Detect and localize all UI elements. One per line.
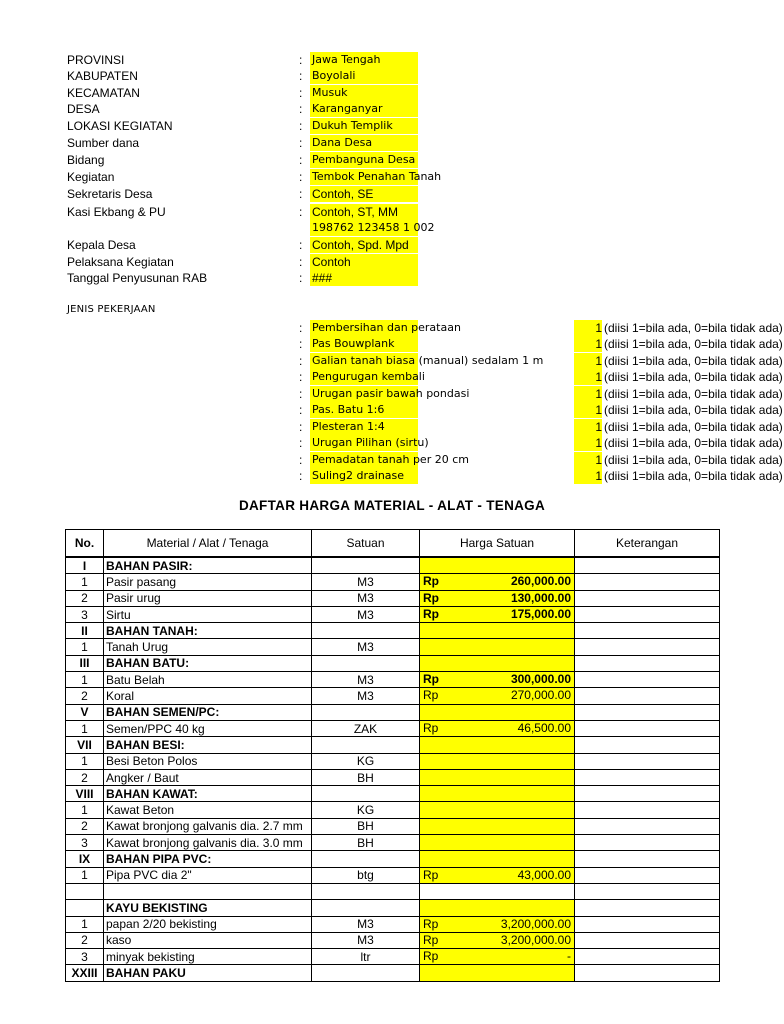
jenis-colon: : [299,452,303,467]
material-name: BAHAN BATU: [104,655,312,671]
satuan-cell: ltr [312,949,420,965]
jenis-flag[interactable]: 1 [595,419,602,434]
jenis-row [0,402,783,418]
jenis-flag[interactable]: 1 [595,403,602,418]
jenis-flag[interactable]: 1 [595,321,602,335]
row-number [66,900,104,916]
currency-label: Rp [423,590,439,605]
table-row [66,867,720,883]
jenis-note: (diisi 1=bila ada, 0=bila tidak ada) [604,321,783,335]
header-colon: : [299,255,303,269]
header-colon: : [299,53,303,67]
harga-cell[interactable] [420,574,575,590]
header-colon: : [299,187,303,201]
jenis-colon: : [299,436,303,451]
satuan-cell [312,557,420,574]
keterangan-cell[interactable] [575,574,720,590]
section-row [66,704,720,720]
table-row [66,688,720,704]
harga-cell[interactable] [420,769,575,785]
row-number: VIII [66,786,104,802]
row-number: I [66,557,104,574]
jenis-row [0,468,783,484]
harga-cell[interactable] [420,883,575,899]
header-row [0,204,768,220]
jenis-colon: : [299,321,303,335]
keterangan-cell[interactable] [575,720,720,736]
table-row [66,753,720,769]
jenis-flag[interactable]: 1 [595,353,602,368]
header-label: Kepala Desa [67,238,136,252]
header-value[interactable]: Karanganyar [310,101,418,117]
material-name [104,883,312,899]
row-number: XXIII [66,965,104,981]
jenis-name[interactable]: Urugan pasir bawah pondasi [312,386,470,400]
material-name: kaso [104,932,312,948]
jenis-row [0,369,783,385]
jenis-colon: : [299,403,303,418]
header-label: Sumber dana [67,136,140,150]
col-material-header: Material / Alat / Tenaga [104,530,312,558]
satuan-cell [312,737,420,753]
currency-label: Rp [423,720,439,735]
table-row [66,606,720,622]
keterangan-cell[interactable] [575,753,720,769]
harga-cell[interactable] [420,965,575,981]
material-name: Pasir pasang [104,574,312,590]
price-amount: 130,000.00 [510,590,571,605]
harga-cell[interactable] [420,590,575,606]
header-label: Kegiatan [67,170,115,184]
material-name: Kawat Beton [104,802,312,818]
table-row [66,802,720,818]
row-number: II [66,623,104,639]
material-name: Pipa PVC dia 2" [104,867,312,883]
section-row [66,786,720,802]
header-label: Bidang [67,153,105,167]
header-row [0,237,768,253]
satuan-cell: BH [312,818,420,834]
jenis-note: (diisi 1=bila ada, 0=bila tidak ada) [604,386,783,401]
material-name: Kawat bronjong galvanis dia. 2.7 mm [104,818,312,834]
row-number: 3 [66,949,104,965]
section-row [66,965,720,981]
jenis-colon: : [299,469,303,484]
material-name: BAHAN PAKU [104,965,312,981]
material-name: Sirtu [104,606,312,622]
table-row [66,574,720,590]
header-row [0,220,768,236]
header-colon: : [299,153,303,167]
keterangan-cell[interactable] [575,835,720,851]
header-value[interactable]: Musuk [310,85,418,101]
satuan-cell: ZAK [312,720,420,736]
material-name: BAHAN PIPA PVC: [104,851,312,867]
price-amount: 270,000.00 [510,688,571,703]
header-row [0,68,768,84]
header-value[interactable]: ### [310,270,418,286]
header-row [0,152,768,168]
jenis-name[interactable]: Suling2 drainase [310,468,418,484]
material-name: BAHAN KAWAT: [104,786,312,802]
keterangan-cell[interactable] [575,639,720,655]
header-value[interactable]: Contoh, SE [310,186,418,202]
harga-cell[interactable] [420,704,575,720]
jenis-name[interactable]: Pemadatan tanah per 20 cm [312,452,469,466]
table-row [66,916,720,932]
jenis-name[interactable]: Pembersihan dan perataan [312,321,461,334]
material-name: BAHAN PASIR: [104,557,312,574]
jenis-note: (diisi 1=bila ada, 0=bila tidak ada) [604,419,783,434]
satuan-cell: M3 [312,639,420,655]
keterangan-cell[interactable] [575,851,720,867]
harga-cell[interactable] [420,932,575,948]
row-number: 2 [66,818,104,834]
jenis-flag[interactable]: 1 [595,386,602,401]
harga-cell[interactable] [420,802,575,818]
row-number: 2 [66,688,104,704]
price-amount: 300,000.00 [510,672,571,687]
header-value[interactable]: 198762 123458 1 002 [312,221,435,234]
jenis-row [0,435,783,451]
jenis-row [0,320,783,336]
jenis-name[interactable]: Urugan Pilihan (sirtu) [312,436,429,450]
jenis-name[interactable]: Pas Bouwplank [310,336,418,352]
satuan-cell [312,786,420,802]
row-number: 3 [66,606,104,622]
keterangan-cell[interactable] [575,900,720,916]
header-label: Tanggal Penyusunan RAB [67,271,208,285]
table-row [66,720,720,736]
currency-label: Rp [423,606,439,621]
row-number: 1 [66,916,104,932]
jenis-name[interactable]: Pengurugan kembali [312,370,425,384]
header-label: Sekretaris Desa [67,187,153,201]
section-row [66,623,720,639]
header-label: KECAMATAN [67,86,140,100]
header-value[interactable]: Dana Desa [310,135,418,151]
header-colon: : [299,136,303,150]
material-name: minyak bekisting [104,949,312,965]
jenis-row [0,336,783,352]
price-amount: 43,000.00 [517,867,571,882]
header-colon: : [299,69,303,83]
jenis-colon: : [299,370,303,385]
header-label: PROVINSI [67,53,125,67]
jenis-flag[interactable]: 1 [595,452,602,467]
header-value[interactable]: Contoh, Spd. Mpd [310,237,418,253]
row-number: 1 [66,672,104,688]
row-number: VII [66,737,104,753]
harga-cell[interactable] [420,557,575,574]
currency-label: Rp [423,688,439,703]
currency-label: Rp [423,916,439,931]
satuan-cell: BH [312,835,420,851]
header-colon: : [299,170,303,184]
row-number: 1 [66,867,104,883]
section-row [66,737,720,753]
keterangan-cell[interactable] [575,883,720,899]
material-name: papan 2/20 bekisting [104,916,312,932]
row-number: 1 [66,574,104,590]
table-title: DAFTAR HARGA MATERIAL - ALAT - TENAGA [238,498,546,513]
row-number: 2 [66,769,104,785]
harga-cell[interactable] [420,720,575,736]
header-label: LOKASI KEGIATAN [67,119,173,133]
satuan-cell [312,655,420,671]
row-number: IX [66,851,104,867]
table-row [66,590,720,606]
row-number: 1 [66,802,104,818]
harga-cell[interactable] [420,655,575,671]
price-table-body [66,557,720,981]
table-header-row [66,530,720,558]
keterangan-cell[interactable] [575,623,720,639]
currency-label: Rp [423,867,439,882]
row-number: 3 [66,835,104,851]
harga-cell[interactable] [420,672,575,688]
currency-label: Rp [423,574,439,589]
header-value[interactable]: Tembok Penahan Tanah [312,170,442,183]
row-number [66,883,104,899]
jenis-note: (diisi 1=bila ada, 0=bila tidak ada) [604,403,783,418]
currency-label: Rp [423,672,439,687]
keterangan-cell[interactable] [575,688,720,704]
material-name: Batu Belah [104,672,312,688]
jenis-row [0,353,783,369]
header-row [0,254,768,270]
satuan-cell: KG [312,802,420,818]
jenis-flag[interactable]: 1 [595,436,602,451]
jenis-flag[interactable]: 1 [595,370,602,385]
material-name: BAHAN TANAH: [104,623,312,639]
table-row [66,883,720,899]
price-amount: 46,500.00 [517,720,571,735]
table-row [66,818,720,834]
material-name: Semen/PPC 40 kg [104,720,312,736]
satuan-cell: M3 [312,606,420,622]
harga-cell[interactable] [420,606,575,622]
row-number: 2 [66,932,104,948]
harga-cell[interactable] [420,639,575,655]
jenis-flag[interactable]: 1 [595,337,602,352]
price-amount: - [567,949,571,964]
table-row [66,769,720,785]
jenis-note: (diisi 1=bila ada, 0=bila tidak ada) [604,353,783,368]
header-value[interactable]: Dukuh Templik [310,118,418,134]
col-keterangan-header: Keterangan [575,530,720,558]
jenis-name[interactable]: Pas. Batu 1:6 [310,402,418,418]
material-name: KAYU BEKISTING [104,900,312,916]
satuan-cell: KG [312,753,420,769]
satuan-cell: M3 [312,590,420,606]
keterangan-cell[interactable] [575,932,720,948]
row-number: 2 [66,590,104,606]
price-amount: 3,200,000.00 [500,932,571,947]
header-colon: : [299,119,303,133]
harga-cell[interactable] [420,753,575,769]
jenis-note: (diisi 1=bila ada, 0=bila tidak ada) [604,452,783,467]
satuan-cell: btg [312,867,420,883]
keterangan-cell[interactable] [575,769,720,785]
jenis-row [0,386,783,402]
header-label: Pelaksana Kegiatan [67,255,174,269]
header-value[interactable]: Jawa Tengah [310,52,418,68]
jenis-row [0,419,783,435]
section-row [66,557,720,574]
header-value[interactable]: Pembanguna Desa [310,152,418,168]
row-number: III [66,655,104,671]
header-value[interactable]: Contoh, ST, MM [310,204,418,220]
header-value[interactable]: Boyolali [310,68,418,84]
jenis-name[interactable]: Galian tanah biasa (manual) sedalam 1 m [312,353,544,367]
harga-cell[interactable] [420,786,575,802]
material-name: BAHAN BESI: [104,737,312,753]
harga-cell[interactable] [420,916,575,932]
jenis-colon: : [299,337,303,352]
satuan-cell [312,965,420,981]
jenis-note: (diisi 1=bila ada, 0=bila tidak ada) [604,436,783,451]
keterangan-cell[interactable] [575,965,720,981]
satuan-cell [312,623,420,639]
price-amount: 260,000.00 [510,574,571,589]
jenis-name[interactable]: Plesteran 1:4 [310,419,418,435]
jenis-note: (diisi 1=bila ada, 0=bila tidak ada) [604,370,783,385]
jenis-colon: : [299,353,303,368]
col-satuan-header: Satuan [312,530,420,558]
table-row [66,639,720,655]
section-row [66,900,720,916]
keterangan-cell[interactable] [575,606,720,622]
satuan-cell: M3 [312,916,420,932]
section-row [66,655,720,671]
keterangan-cell[interactable] [575,949,720,965]
material-name: Besi Beton Polos [104,753,312,769]
keterangan-cell[interactable] [575,802,720,818]
satuan-cell: M3 [312,672,420,688]
col-no-header: No. [66,530,104,558]
row-number: V [66,704,104,720]
row-number: 1 [66,753,104,769]
satuan-cell: BH [312,769,420,785]
table-row [66,949,720,965]
jenis-note: (diisi 1=bila ada, 0=bila tidak ada) [604,337,783,352]
row-number: 1 [66,720,104,736]
header-row [0,101,768,117]
header-value[interactable]: Contoh [310,254,418,270]
header-colon: : [299,86,303,100]
material-name: Koral [104,688,312,704]
col-harga-header: Harga Satuan [420,530,575,558]
material-name: BAHAN SEMEN/PC: [104,704,312,720]
material-name: Angker / Baut [104,769,312,785]
harga-cell[interactable] [420,818,575,834]
header-row [0,85,768,101]
jenis-flag[interactable]: 1 [595,469,602,484]
currency-label: Rp [423,932,439,947]
keterangan-cell[interactable] [575,590,720,606]
jenis-colon: : [299,386,303,401]
keterangan-cell[interactable] [575,786,720,802]
table-row [66,835,720,851]
material-name: Pasir urug [104,590,312,606]
jenis-colon: : [299,419,303,434]
header-label: DESA [67,102,100,116]
section-row [66,851,720,867]
harga-cell[interactable] [420,688,575,704]
harga-cell[interactable] [420,851,575,867]
table-row [66,672,720,688]
satuan-cell [312,704,420,720]
harga-cell[interactable] [420,623,575,639]
jenis-pekerjaan-title: JENIS PEKERJAAN [67,304,156,315]
table-row [66,932,720,948]
keterangan-cell[interactable] [575,916,720,932]
header-colon: : [299,238,303,252]
row-number: 1 [66,639,104,655]
material-name: Tanah Urug [104,639,312,655]
header-label: Kasi Ekbang & PU [67,205,166,219]
header-label: KABUPATEN [67,69,138,83]
price-table [65,529,720,982]
header-row [0,169,768,185]
satuan-cell: M3 [312,688,420,704]
harga-cell[interactable] [420,835,575,851]
keterangan-cell[interactable] [575,655,720,671]
harga-cell[interactable] [420,900,575,916]
satuan-cell: M3 [312,574,420,590]
harga-cell[interactable] [420,949,575,965]
jenis-row [0,452,783,468]
keterangan-cell[interactable] [575,818,720,834]
header-colon: : [299,102,303,116]
header-row [0,118,768,134]
keterangan-cell[interactable] [575,704,720,720]
keterangan-cell[interactable] [575,867,720,883]
keterangan-cell[interactable] [575,672,720,688]
satuan-cell: M3 [312,932,420,948]
jenis-note: (diisi 1=bila ada, 0=bila tidak ada) [604,469,783,484]
price-amount: 175,000.00 [510,606,571,621]
keterangan-cell[interactable] [575,737,720,753]
currency-label: Rp [423,949,439,964]
keterangan-cell[interactable] [575,557,720,574]
price-amount: 3,200,000.00 [500,916,571,931]
material-name: Kawat bronjong galvanis dia. 3.0 mm [104,835,312,851]
header-row [0,270,768,286]
header-colon: : [299,271,303,285]
satuan-cell [312,900,420,916]
header-row [0,52,768,68]
satuan-cell [312,851,420,867]
header-row [0,186,768,202]
header-colon: : [299,205,303,219]
harga-cell[interactable] [420,867,575,883]
harga-cell[interactable] [420,737,575,753]
header-row [0,135,768,151]
satuan-cell [312,883,420,899]
